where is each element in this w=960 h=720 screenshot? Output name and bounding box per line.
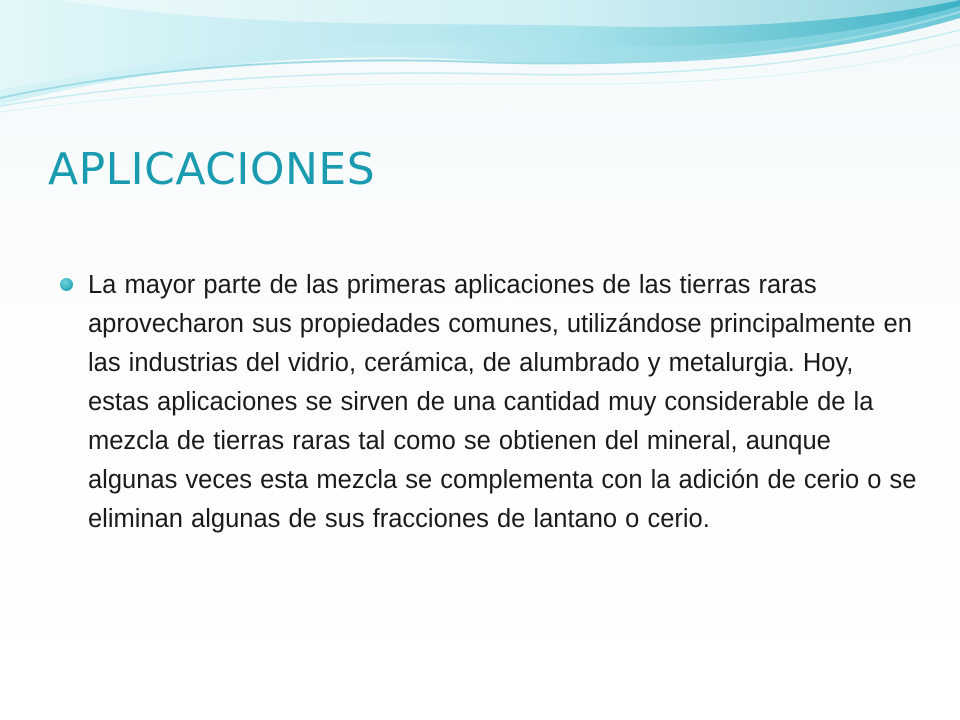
content-area [58, 266, 918, 539]
slide-title: APLICACIONES [48, 144, 376, 195]
bullet-dot-icon [60, 278, 73, 291]
bullet-text: La mayor parte de las primeras aplicaciones de las tierras raras aprovecharon sus propiedades comunes, utilizándose principalmente en las industrias del vidrio, cerámica, de alumbrado y metalurgia. Hoy, estas aplicaciones se sirven de una cantidad muy considerable de la mezcla de tierras raras tal como se obtienen del mineral, aunque algunas veces esta mezcla se complementa con la adición de cerio o se eliminan algunas de sus fracciones de lantano o cerio. [88, 271, 917, 533]
bullet-item [58, 266, 918, 539]
header-wave-decoration [0, 0, 960, 120]
